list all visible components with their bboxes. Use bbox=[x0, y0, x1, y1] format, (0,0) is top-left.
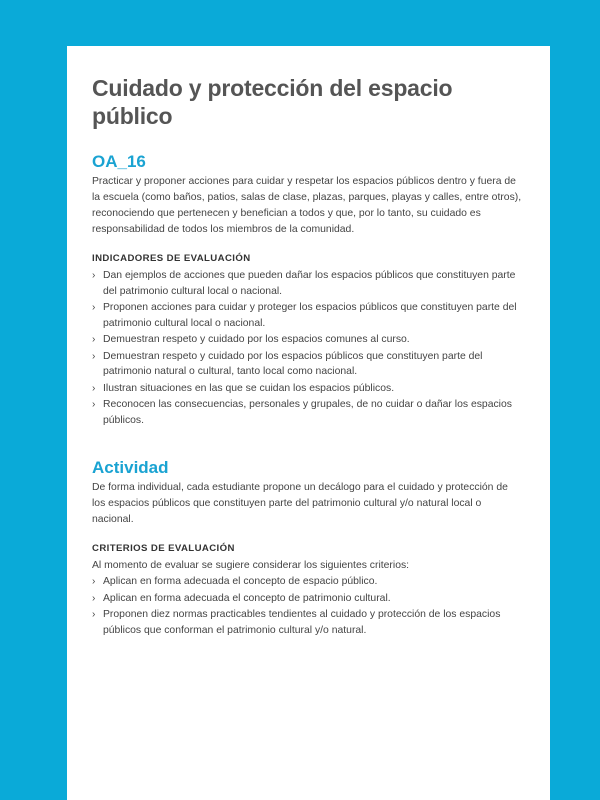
chevron-right-icon: › bbox=[92, 382, 96, 394]
criterion-text: Aplican en forma adecuada el concepto de espacio público. bbox=[103, 576, 378, 587]
activity-text: De forma individual, cada estudiante propone un decálogo para el cuidado y protección de los espacios públicos que constituyen parte del patrimonio cultural y/o natural local o nacional. bbox=[92, 482, 508, 525]
objective-text: Practicar y proponer acciones para cuidar y respetar los espacios públicos dentro y fuera de la escuela (como baños, patios, salas de clase, plazas, parques, playas y calles, entre otros), reconociendo que pertenecen y benefician a todos y que, por lo tanto, su cuidado es responsabilidad de todos los miembros de la comunidad. bbox=[92, 176, 522, 235]
objective-code: OA_16 bbox=[92, 152, 146, 171]
chevron-right-icon: › bbox=[92, 350, 96, 362]
list-item bbox=[92, 300, 524, 331]
criteria-heading: CRITERIOS DE EVALUACIÓN bbox=[92, 543, 235, 554]
indicators-list bbox=[92, 268, 524, 428]
chevron-right-icon: › bbox=[92, 399, 96, 410]
list-item bbox=[92, 381, 524, 397]
list-item bbox=[92, 574, 524, 590]
chevron-right-icon: › bbox=[92, 270, 96, 281]
list-item bbox=[92, 332, 524, 348]
page-title: Cuidado y protección del espacio público bbox=[92, 75, 453, 129]
indicator-text: Ilustran situaciones en las que se cuidan los espacios públicos. bbox=[103, 382, 395, 394]
list-item bbox=[92, 607, 524, 638]
criterion-text: Proponen diez normas practicables tendientes al cuidado y protección de los espacios públicos que conforman el patrimonio cultural y/o natural. bbox=[103, 609, 501, 636]
document-content bbox=[92, 74, 524, 639]
indicator-text: Reconocen las consecuencias, personales y grupales, de no cuidar o dañar los espacios públicos. bbox=[103, 399, 512, 426]
list-item bbox=[92, 349, 524, 380]
indicator-text: Demuestran respeto y cuidado por los espacios públicos que constituyen parte del patrimonio natural o cultural, tanto local como nacional. bbox=[103, 350, 483, 377]
chevron-right-icon: › bbox=[92, 609, 96, 620]
indicator-text: Dan ejemplos de acciones que pueden dañar los espacios públicos que constituyen parte del patrimonio cultural local o nacional. bbox=[103, 270, 516, 297]
chevron-right-icon: › bbox=[92, 302, 96, 313]
criterion-text: Aplican en forma adecuada el concepto de patrimonio cultural. bbox=[103, 592, 391, 604]
chevron-right-icon: › bbox=[92, 576, 96, 587]
document-page bbox=[67, 46, 550, 800]
chevron-right-icon: › bbox=[92, 334, 96, 345]
activity-heading: Actividad bbox=[92, 458, 169, 477]
list-item bbox=[92, 591, 524, 607]
list-item bbox=[92, 268, 524, 299]
indicators-heading: INDICADORES DE EVALUACIÓN bbox=[92, 253, 251, 264]
criteria-list bbox=[92, 574, 524, 638]
criteria-intro: Al momento de evaluar se sugiere considerar los siguientes criterios: bbox=[92, 560, 410, 571]
indicator-text: Demuestran respeto y cuidado por los espacios comunes al curso. bbox=[103, 334, 410, 345]
indicator-text: Proponen acciones para cuidar y proteger los espacios públicos que constituyen parte del patrimonio cultural local o nacional. bbox=[103, 302, 517, 329]
chevron-right-icon: › bbox=[92, 592, 96, 604]
list-item bbox=[92, 397, 524, 428]
